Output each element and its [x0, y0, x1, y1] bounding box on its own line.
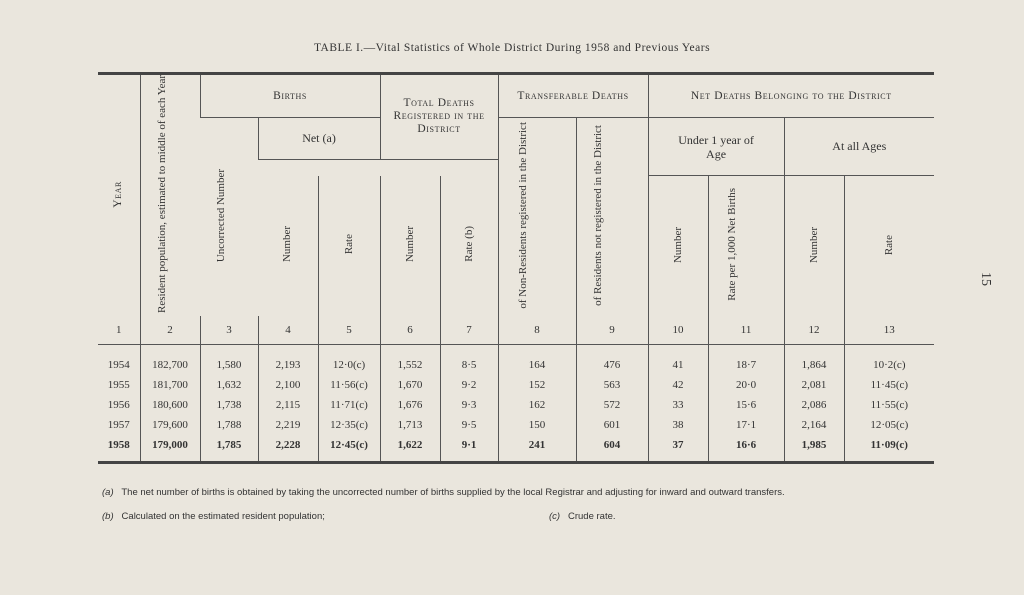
cell: 1957	[107, 418, 130, 431]
cell: 572	[576, 395, 648, 415]
cell: 9·3	[440, 395, 498, 415]
cell: 9·1	[440, 435, 498, 463]
cell: 12·05(c)	[844, 415, 934, 435]
header-transferable-deaths: Transferable Deaths	[498, 74, 648, 118]
header-uncorrected: Uncorrected Number	[214, 168, 227, 263]
header-births-rate: Rate	[318, 176, 380, 316]
header-births-number: Number	[281, 226, 294, 263]
footnote-b	[102, 511, 325, 522]
table-row	[98, 415, 934, 435]
footnote-text: The net number of births is obtained by taking the uncorrected number of births supplied by the local Registrar and adjusting for inward and outward transfers.	[121, 487, 785, 498]
cell: 2,086	[784, 395, 844, 415]
footnote-marker: (b)	[102, 511, 114, 522]
cell: 11·71(c)	[318, 395, 380, 415]
footnote-marker: (a)	[102, 487, 114, 498]
cell: 2,193	[258, 344, 318, 375]
column-number: 12	[784, 316, 844, 345]
column-number: 7	[440, 316, 498, 345]
column-number: 8	[498, 316, 576, 345]
cell: 2,228	[258, 435, 318, 463]
table-title: TABLE I.—Vital Statistics of Whole District During 1958 and Previous Years	[313, 42, 711, 54]
cell: 2,164	[784, 415, 844, 435]
vital-statistics-table	[98, 72, 934, 464]
cell: 8·5	[440, 344, 498, 375]
cell: 16·6	[708, 435, 784, 463]
cell: 1,670	[380, 375, 440, 395]
cell: 33	[648, 395, 708, 415]
cell: 601	[576, 415, 648, 435]
cell: 162	[498, 395, 576, 415]
column-number: 9	[576, 316, 648, 345]
column-number: 5	[318, 316, 380, 345]
cell: 37	[648, 435, 708, 463]
cell: 11·56(c)	[318, 375, 380, 395]
cell: 181,700	[140, 375, 200, 395]
cell: 1956	[107, 398, 130, 411]
column-number: 13	[844, 316, 934, 345]
cell: 1,785	[200, 435, 258, 463]
header-under-one-year: Under 1 year of Age	[648, 118, 784, 176]
footnote-marker: (c)	[549, 511, 561, 522]
cell: 476	[576, 344, 648, 375]
cell: 41	[648, 344, 708, 375]
cell: 9·2	[440, 375, 498, 395]
cell: 1,552	[380, 344, 440, 375]
table-row	[98, 375, 934, 395]
header-infant-rate: Rate per 1,000 Net Births	[708, 176, 784, 316]
cell: 164	[498, 344, 576, 375]
column-number: 6	[380, 316, 440, 345]
header-year: Year	[112, 180, 125, 208]
header-births: Births	[200, 74, 380, 118]
cell: 241	[498, 435, 576, 463]
footnote-c	[549, 511, 616, 522]
column-number: 3	[200, 316, 258, 345]
cell: 2,219	[258, 415, 318, 435]
footnote-text: Calculated on the estimated resident population;	[121, 511, 325, 522]
header-population: Resident population, estimated to middle of each Year	[140, 74, 200, 316]
column-number: 2	[140, 316, 200, 345]
cell: 1,738	[200, 395, 258, 415]
cell: 11·45(c)	[844, 375, 934, 395]
cell: 1,632	[200, 375, 258, 395]
header-allages-number: Number	[784, 176, 844, 316]
cell: 563	[576, 375, 648, 395]
cell: 1955	[107, 378, 130, 391]
table-row	[98, 435, 934, 463]
cell: 1,622	[380, 435, 440, 463]
cell: 18·7	[708, 344, 784, 375]
page-number: 15	[978, 272, 993, 286]
header-non-residents: of Non-Residents registered in the District	[498, 118, 576, 316]
cell: 11·55(c)	[844, 395, 934, 415]
header-all-ages: At all Ages	[784, 118, 934, 176]
cell: 9·5	[440, 415, 498, 435]
footnote-a	[102, 487, 785, 498]
cell: 10·2(c)	[844, 344, 934, 375]
cell: 15·6	[708, 395, 784, 415]
cell: 1,788	[200, 415, 258, 435]
cell: 1958	[107, 438, 130, 451]
column-number: 4	[258, 316, 318, 345]
cell: 1,985	[784, 435, 844, 463]
header-residents: of Residents not registered in the District	[576, 118, 648, 316]
header-net-deaths: Net Deaths Belonging to the District	[648, 74, 934, 118]
footnote-text: Crude rate.	[568, 511, 616, 522]
header-allages-rate: Rate	[844, 176, 934, 316]
cell: 1,580	[200, 344, 258, 375]
cell: 604	[576, 435, 648, 463]
header-deaths-rate: Rate (b)	[440, 176, 498, 316]
header-total-deaths: Total Deaths Registered in the District	[380, 74, 498, 160]
column-number: 10	[648, 316, 708, 345]
table-row	[98, 344, 934, 375]
column-number: 1	[98, 316, 140, 345]
cell: 20·0	[708, 375, 784, 395]
header-net: Net (a)	[258, 118, 380, 160]
cell: 2,081	[784, 375, 844, 395]
cell: 12·35(c)	[318, 415, 380, 435]
cell: 12·45(c)	[318, 435, 380, 463]
cell: 179,600	[140, 415, 200, 435]
cell: 182,700	[140, 344, 200, 375]
cell: 42	[648, 375, 708, 395]
header-deaths-number: Number	[380, 176, 440, 316]
cell: 1,676	[380, 395, 440, 415]
cell: 180,600	[140, 395, 200, 415]
cell: 152	[498, 375, 576, 395]
cell: 38	[648, 415, 708, 435]
cell: 2,115	[258, 395, 318, 415]
cell: 2,100	[258, 375, 318, 395]
cell: 1954	[107, 358, 130, 371]
cell: 11·09(c)	[844, 435, 934, 463]
cell: 1,864	[784, 344, 844, 375]
header-infant-number: Number	[648, 176, 708, 316]
cell: 1,713	[380, 415, 440, 435]
cell: 12·0(c)	[318, 344, 380, 375]
cell: 150	[498, 415, 576, 435]
table-row	[98, 395, 934, 415]
column-number: 11	[708, 316, 784, 345]
cell: 179,000	[140, 435, 200, 463]
column-numbers-row	[98, 316, 934, 345]
cell: 17·1	[708, 415, 784, 435]
